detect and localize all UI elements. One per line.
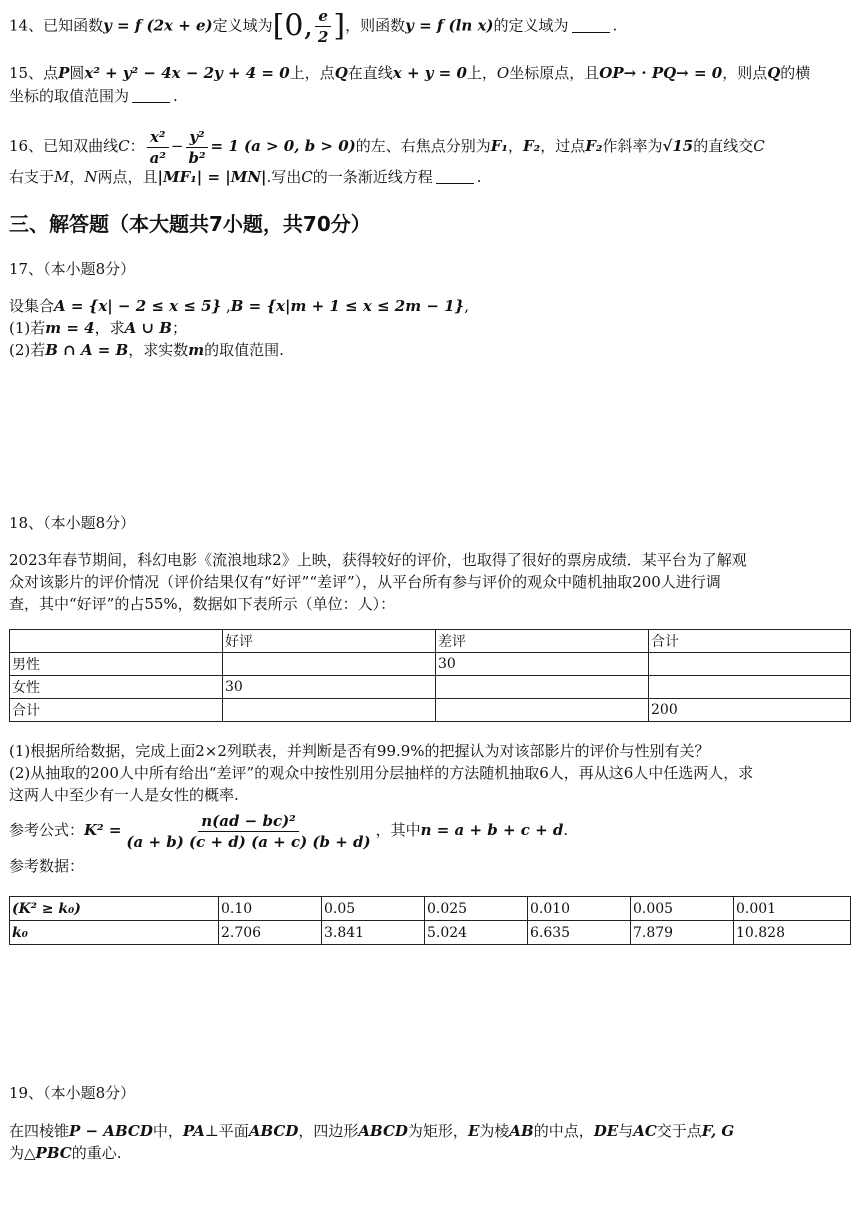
q17-part-2 [9, 339, 284, 361]
q15-origin: O [496, 64, 510, 82]
q17-union: A ∪ B [124, 319, 172, 337]
q19-text: 为棱 [479, 1122, 510, 1140]
q18-formula [9, 806, 568, 854]
q18-ref-label: 参考数据： [9, 857, 85, 875]
formula-den: (a + b) (c + d) (a + c) (b + d) [126, 832, 371, 851]
q15-text: 15、点 [9, 64, 59, 82]
q16-text: .写出 [266, 168, 302, 186]
q19-triangle: PBC [35, 1144, 72, 1162]
q16-text: ： [129, 137, 145, 155]
q18-para-2: 众对该影片的评价情况（评价结果仅有“好评”“差评”），从平台所有参与评价的观众中随机抽取200人进行调 [9, 573, 721, 591]
q15-text: 圆 [69, 64, 85, 82]
answer-blank [436, 183, 474, 184]
section-heading: 三、解答题（本大题共7小题，共70分） [9, 212, 371, 236]
q18-part-2b: 这两人中至少有一人是女性的概率. [9, 786, 239, 804]
q17-header: 17、（本小题8分） [9, 260, 136, 278]
table-cell: 差评 [436, 630, 649, 653]
q17-text: , [464, 297, 469, 315]
q19-text: ，四边形 [298, 1122, 359, 1140]
contingency-table [9, 629, 851, 722]
q18-part-1: (1)根据所给数据，完成上面2×2列联表，并判断是否有99.9%的把握认为对该部影片的评价与性别有关？ [9, 742, 710, 760]
q19-text: ⊥平面 [204, 1122, 249, 1140]
q15-text: 坐标的取值范围为 [9, 87, 130, 105]
question-15-line-1 [9, 62, 810, 84]
q19-text: 的重心. [71, 1144, 122, 1162]
q19-line-2 [9, 1142, 122, 1164]
q16-text: 16、已知双曲线 [9, 137, 119, 155]
q15-end: . [173, 87, 178, 105]
q19-quad: ABCD [358, 1122, 408, 1140]
table-row [10, 921, 851, 945]
q15-text: 在直线 [347, 64, 393, 82]
table-cell: 合计 [649, 630, 851, 653]
q16-frac-num: y² [186, 127, 207, 148]
q15-point-q: Q [334, 64, 348, 82]
q15-text: 的横 [780, 64, 811, 82]
q19-text: 为△ [9, 1144, 36, 1162]
table-cell [223, 653, 436, 676]
table-cell [649, 653, 851, 676]
q16-focus-f2: F₂ [523, 137, 541, 155]
q16-focus-f2: F₂ [585, 137, 603, 155]
table-row [10, 699, 851, 722]
q15-text: 上，点 [289, 64, 335, 82]
q15-text: 上， [466, 64, 497, 82]
q14-frac-num: e [315, 6, 331, 27]
q19-edge-pa: PA [182, 1122, 205, 1140]
q19-text: 的中点， [533, 1122, 594, 1140]
formula-text: ，其中 [375, 821, 421, 839]
table-cell: 好评 [223, 630, 436, 653]
q16-text: ，过点 [540, 137, 586, 155]
q16-text: ， [69, 168, 85, 186]
q16-frac-x [147, 127, 169, 168]
formula-lhs: K² = [84, 821, 122, 839]
table-cell [223, 699, 436, 722]
q16-text: 两点，且 [97, 168, 158, 186]
q16-point-n: N [84, 168, 98, 186]
q14-func-expr-2: y = f (ln x) [405, 16, 494, 35]
q14-func-expr: y = f (2x + e) [103, 16, 213, 35]
q16-text: ， [507, 137, 523, 155]
table-cell: k₀ [10, 921, 219, 945]
table-row [10, 676, 851, 699]
q16-frac-den: b² [188, 148, 206, 167]
answer-blank [132, 102, 170, 103]
table-header-row [10, 630, 851, 653]
answer-blank [572, 32, 610, 33]
q14-fraction [315, 6, 331, 47]
q16-sqrt: √15 [662, 137, 694, 155]
q16-frac-y [185, 127, 208, 168]
table-cell: (K² ≥ k₀) [10, 897, 219, 921]
table-cell: 6.635 [528, 921, 631, 945]
formula-end: . [563, 821, 569, 839]
q14-frac-den: 2 [317, 28, 329, 46]
table-row [10, 653, 851, 676]
q16-text: 的一条渐近线方程 [312, 168, 433, 186]
table-cell [10, 630, 223, 653]
table-cell: 0.05 [322, 897, 425, 921]
table-cell: 合计 [10, 699, 223, 722]
table-cell: 200 [649, 699, 851, 722]
q16-focus-f1: F₁ [490, 137, 508, 155]
table-cell: 30 [223, 676, 436, 699]
q16-minus: − [170, 137, 184, 155]
q15-line-eq: x + y = 0 [392, 64, 467, 82]
q19-text: 与 [618, 1122, 634, 1140]
q17-text: (1)若 [9, 319, 46, 337]
question-15-line-2 [9, 85, 178, 107]
q19-point-e: E [467, 1122, 480, 1140]
q16-equation: = 1 (a > 0, b > 0) [210, 137, 356, 155]
formula-n: n = a + b + c + d [420, 821, 564, 839]
q16-curve-c: C [753, 137, 765, 155]
q16-curve-c: C [301, 168, 313, 186]
formula-num: n(ad − bc)² [198, 811, 299, 832]
q15-point-q: Q [767, 64, 781, 82]
q14-end: . [612, 16, 618, 35]
table-cell: 5.024 [425, 921, 528, 945]
q16-text: 的直线交 [693, 137, 754, 155]
q16-curve-c: C [118, 137, 130, 155]
q19-header: 19、（本小题8分） [9, 1084, 136, 1102]
table-row [10, 897, 851, 921]
q19-text: 交于点 [656, 1122, 702, 1140]
q19-segment-ac: AC [633, 1122, 657, 1140]
table-cell: 0.001 [734, 897, 851, 921]
q17-text: (2)若 [9, 341, 46, 359]
q17-set-a: A = {x| − 2 ≤ x ≤ 5} [54, 297, 222, 315]
q18-para-1: 2023年春节期间，科幻电影《流浪地球2》上映，获得较好的评价，也取得了很好的票房成绩．某平台为了解观 [9, 551, 747, 569]
q15-circle-eq: x² + y² − 4x − 2y + 4 = 0 [84, 64, 290, 82]
table-cell: 女性 [10, 676, 223, 699]
table-cell: 0.010 [528, 897, 631, 921]
q16-condition: |MF₁| = |MN| [157, 168, 267, 186]
question-16-line-1 [9, 124, 765, 168]
table-cell: 0.10 [219, 897, 322, 921]
q14-text: 定义域为 [212, 16, 273, 35]
q16-point-m: M [54, 168, 70, 186]
q14-interval-left: [0, [272, 8, 313, 44]
q17-intersection: B ∩ A = B [45, 341, 129, 359]
q17-text: 设集合 [9, 297, 55, 315]
question-16-line-2 [9, 166, 482, 188]
q16-text: 右支于 [9, 168, 55, 186]
table-cell: 3.841 [322, 921, 425, 945]
table-cell: 2.706 [219, 921, 322, 945]
q17-text: , [221, 297, 231, 315]
q18-part-2a: (2)从抽取的200人中所有给出“差评”的观众中按性别用分层抽样的方法随机抽取6人，再从这6人中任选两人，求 [9, 764, 754, 782]
table-cell [436, 676, 649, 699]
table-cell: 0.005 [631, 897, 734, 921]
table-cell: 7.879 [631, 921, 734, 945]
table-cell: 男性 [10, 653, 223, 676]
q16-frac-den: a² [149, 148, 166, 167]
q18-header: 18、（本小题8分） [9, 514, 136, 532]
q14-text: 14、已知函数 [9, 16, 104, 35]
q19-segment-de: DE [593, 1122, 619, 1140]
q14-interval-right: ] [333, 8, 346, 44]
q17-text: ； [171, 319, 187, 337]
q19-pyramid: P − ABCD [69, 1122, 153, 1140]
q17-set-b: B = {x|m + 1 ≤ x ≤ 2m − 1} [230, 297, 465, 315]
q17-text: ，求实数 [128, 341, 189, 359]
q14-text: ，则函数 [345, 16, 406, 35]
formula-fraction [123, 811, 373, 852]
table-cell: 30 [436, 653, 649, 676]
q19-text: 在四棱锥 [9, 1122, 70, 1140]
q19-edge-ab: AB [509, 1122, 534, 1140]
q19-text: 中， [152, 1122, 183, 1140]
q17-text: 的取值范围. [204, 341, 284, 359]
q17-line-1 [9, 295, 469, 317]
q16-frac-num: x² [147, 127, 169, 148]
q14-text: 的定义域为 [493, 16, 569, 35]
q15-text: 坐标原点，且 [509, 64, 600, 82]
q17-m: m [188, 341, 205, 359]
q15-text: ，则点 [722, 64, 768, 82]
q16-text: 的左、右焦点分别为 [355, 137, 491, 155]
table-cell: 10.828 [734, 921, 851, 945]
q16-text: 作斜率为 [602, 137, 663, 155]
table-cell [649, 676, 851, 699]
table-cell [436, 699, 649, 722]
q15-point-p: P [58, 64, 70, 82]
formula-label: 参考公式： [9, 821, 85, 839]
q19-text: 为矩形， [407, 1122, 468, 1140]
q17-text: ，求 [94, 319, 125, 337]
q19-line-1 [9, 1120, 734, 1142]
q17-m-value: m = 4 [45, 319, 95, 337]
q19-points-fg: F, G [701, 1122, 735, 1140]
table-cell: 0.025 [425, 897, 528, 921]
q17-part-1 [9, 317, 187, 339]
q16-end: . [476, 168, 482, 186]
question-14 [9, 6, 617, 47]
q19-plane: ABCD [248, 1122, 299, 1140]
q15-vector-eq: OP→ · PQ→ = 0 [599, 64, 723, 82]
q18-para-3: 查，其中“好评”的占55%，数据如下表所示（单位：人）： [9, 595, 396, 613]
reference-table [9, 896, 851, 945]
